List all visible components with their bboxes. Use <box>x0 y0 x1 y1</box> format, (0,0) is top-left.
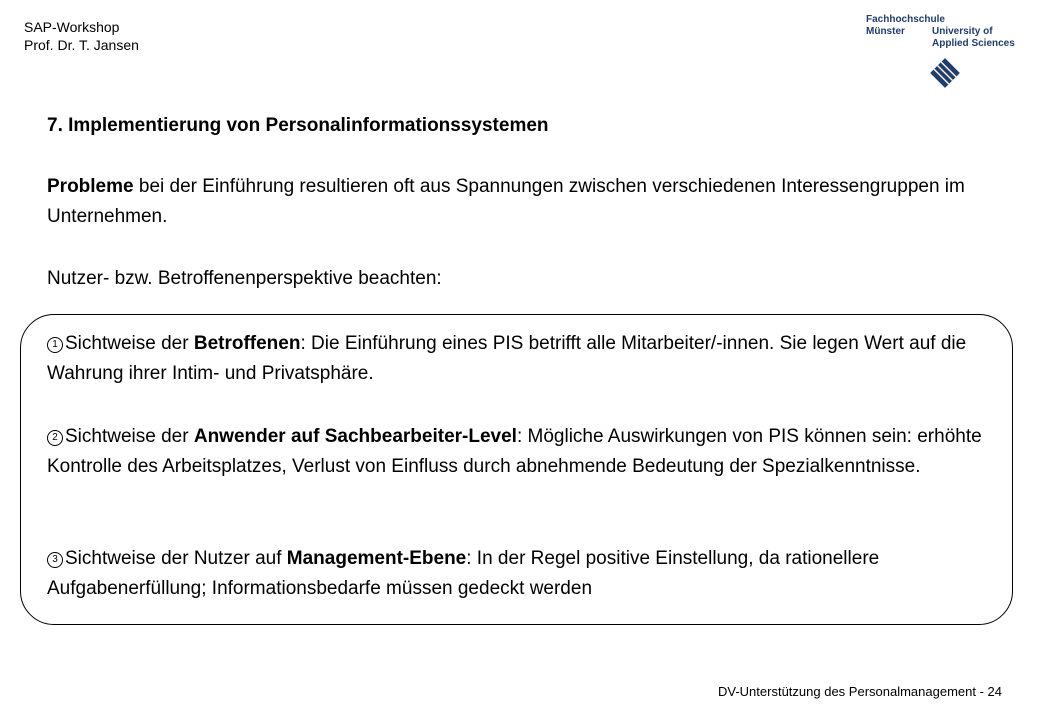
intro-paragraph <box>47 172 977 232</box>
page-footer: DV-Unterstützung des Personalmanagement - 24 <box>718 684 1002 699</box>
point-3-prefix: Sichtweise der Nutzer auf <box>65 548 287 569</box>
perspective-subheading: Nutzer- bzw. Betroffenenperspektive beachten: <box>47 268 442 289</box>
logo-text <box>866 14 1015 50</box>
intro-rest: bei der Einführung resultieren oft aus Spannungen zwischen verschiedenen Interessengruppen im Unternehmen. <box>47 176 965 227</box>
perspective-point-1 <box>47 329 987 389</box>
university-logo <box>866 14 1026 90</box>
circled-one-icon: 1 <box>47 337 63 353</box>
point-1-rest: : Die Einführung eines PIS betrifft alle Mitarbeiter/-innen. Sie legen Wert auf die Wahrung ihrer Intim- und Privatsphäre. <box>47 333 967 384</box>
logo-line3: Applied Sciences <box>932 38 1015 49</box>
perspective-point-2 <box>47 422 987 482</box>
point-2-rest: : Mögliche Auswirkungen von PIS können sein: erhöhte Kontrolle des Arbeitsplatzes, Verlust von Einfluss durch abnehmende Bedeutung der Spezialkenntnisse. <box>47 426 982 477</box>
circled-two-icon: 2 <box>47 430 63 446</box>
header-info <box>24 18 139 54</box>
point-2-bold: Anwender auf Sachbearbeiter-Level <box>193 426 517 447</box>
point-3-bold: Management-Ebene <box>286 548 467 569</box>
point-1-prefix: Sichtweise der <box>65 333 194 354</box>
point-3-rest: : In der Regel positive Einstellung, da rationellere Aufgabenerfüllung; Informationsbedarfe müssen gedeckt werden <box>47 548 880 599</box>
point-2-prefix: Sichtweise der <box>65 426 194 447</box>
logo-line2-left: Münster <box>866 26 905 37</box>
point-1-bold: Betroffenen <box>193 333 301 354</box>
header-workshop: SAP-Workshop <box>24 19 120 35</box>
header-professor: Prof. Dr. T. Jansen <box>24 37 139 53</box>
circled-three-icon: 3 <box>47 552 63 568</box>
logo-line2-right: University of <box>932 26 993 37</box>
perspective-point-3 <box>47 544 987 604</box>
intro-bold: Probleme <box>47 176 134 197</box>
page-title: 7. Implementierung von Personalinformationssystemen <box>47 115 549 136</box>
university-emblem-icon <box>930 58 960 88</box>
logo-line1: Fachhochschule <box>866 14 945 25</box>
